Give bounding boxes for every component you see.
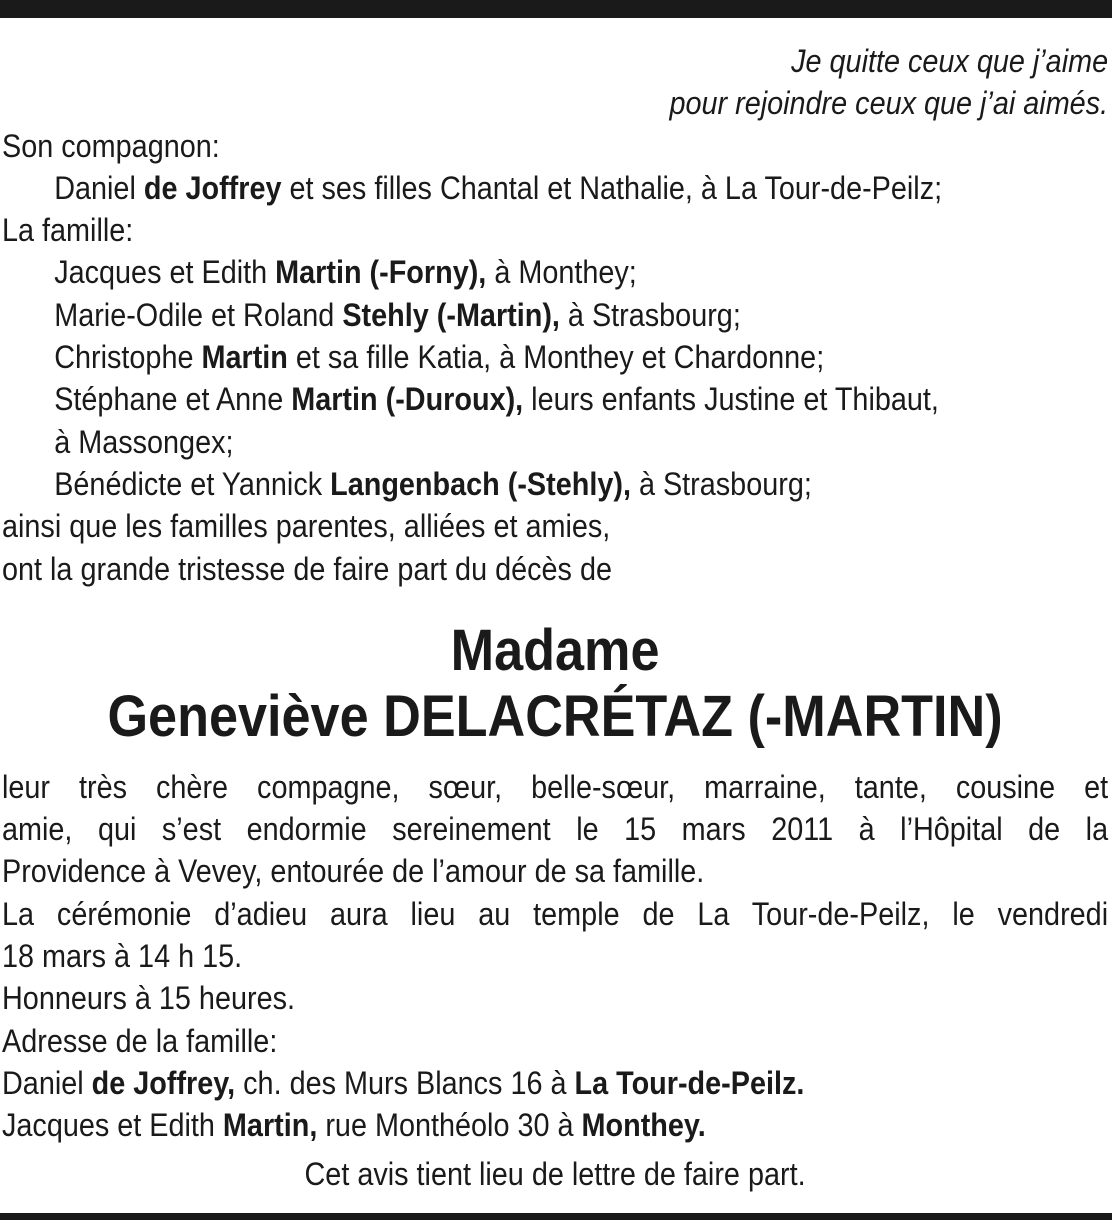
family-entry: Jacques et Edith Martin (-Forny), à Monthey; bbox=[54, 254, 637, 291]
address-line: Jacques et Edith Martin, rue Monthéolo 30 à Monthey. bbox=[2, 1107, 706, 1144]
ceremony-line: 18 mars à 14 h 15. bbox=[2, 938, 243, 975]
honors-line: Honneurs à 15 heures. bbox=[2, 980, 295, 1017]
companion-heading: Son compagnon: bbox=[2, 127, 220, 164]
epigraph-line-2: pour rejoindre ceux que j’ai aimés. bbox=[669, 85, 1109, 122]
family-announce: ont la grande tristesse de faire part du décès de bbox=[2, 550, 612, 587]
obituary-notice bbox=[2, 40, 1108, 1195]
companion-entry: Daniel de Joffrey et ses filles Chantal et Nathalie, à La Tour-de-Peilz; bbox=[54, 169, 943, 206]
deceased-title: Madame bbox=[450, 617, 660, 683]
closing-note: Cet avis tient lieu de lettre de faire part. bbox=[304, 1155, 806, 1192]
family-heading: La famille: bbox=[2, 212, 134, 249]
address-line: Daniel de Joffrey, ch. des Murs Blancs 16 à La Tour-de-Peilz. bbox=[2, 1064, 805, 1101]
body-line: leur très chère compagne, sœur, belle-sœur, marraine, tante, cousine et bbox=[2, 768, 1109, 805]
family-also: ainsi que les familles parentes, alliées et amies, bbox=[2, 508, 611, 545]
family-entry-continuation: à Massongex; bbox=[54, 423, 234, 460]
family-entry: Bénédicte et Yannick Langenbach (-Stehly), à Strasbourg; bbox=[54, 465, 812, 502]
family-entry: Marie-Odile et Roland Stehly (-Martin), à Strasbourg; bbox=[54, 296, 741, 333]
family-entry: Stéphane et Anne Martin (-Duroux), leurs enfants Justine et Thibaut, bbox=[54, 381, 939, 418]
ceremony-line: La cérémonie d’adieu aura lieu au temple de La Tour-de-Peilz, le vendredi bbox=[2, 895, 1109, 932]
body-line: Providence à Vevey, entourée de l’amour de sa famille. bbox=[2, 853, 705, 890]
epigraph-line-1: Je quitte ceux que j’aime bbox=[791, 43, 1109, 79]
address-heading: Adresse de la famille: bbox=[2, 1022, 278, 1059]
body-line: amie, qui s’est endormie sereinement le 15 mars 2011 à l’Hôpital de la bbox=[2, 811, 1109, 848]
top-rule bbox=[0, 0, 1112, 18]
deceased-name: Geneviève DELACRÉTAZ (-MARTIN) bbox=[107, 683, 1003, 749]
bottom-rule bbox=[0, 1213, 1112, 1220]
family-entry: Christophe Martin et sa fille Katia, à Monthey et Chardonne; bbox=[54, 339, 825, 376]
